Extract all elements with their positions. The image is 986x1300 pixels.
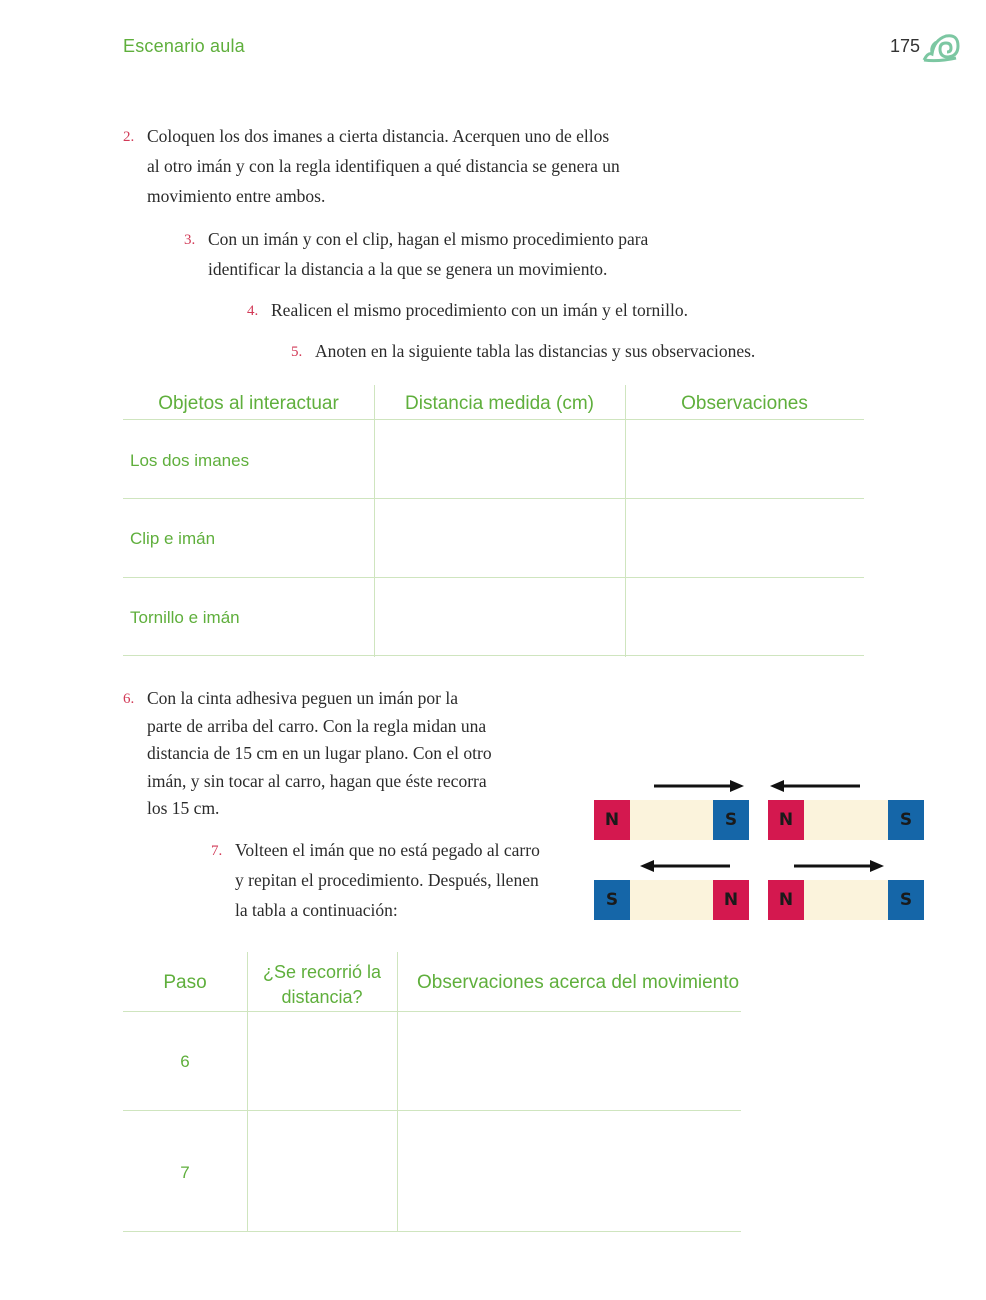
step-line: la tabla a continuación: bbox=[235, 900, 398, 920]
step-line: Con la cinta adhesiva peguen un imán por la bbox=[147, 688, 459, 708]
magnets-illustration bbox=[594, 776, 924, 922]
arrow-right-icon bbox=[792, 858, 886, 874]
page-number: 175 bbox=[890, 36, 921, 56]
step-line: Coloquen los dos imanes a cierta distancia. Acerquen uno de ellos bbox=[147, 126, 610, 146]
step-line: Anoten en la siguiente tabla las distancias y sus observaciones. bbox=[315, 341, 756, 361]
step-line: Volteen el imán que no está pegado al carro bbox=[235, 840, 540, 860]
step-line: Realicen el mismo procedimiento con un imán y el tornillo. bbox=[271, 300, 688, 320]
table-row-label: Los dos imanes bbox=[130, 451, 250, 470]
section-title: Escenario aula bbox=[123, 36, 245, 56]
column-header: Observaciones bbox=[681, 393, 808, 414]
step-line: movimiento entre ambos. bbox=[147, 186, 326, 206]
arrow-left-icon bbox=[638, 858, 732, 874]
step-line: identificar la distancia a la que se genera un movimiento. bbox=[208, 259, 608, 279]
step-number: 2. bbox=[123, 129, 135, 145]
south-pole: S bbox=[594, 880, 630, 920]
step-number: 3. bbox=[184, 232, 196, 248]
step-number: 5. bbox=[291, 344, 303, 360]
snail-icon bbox=[922, 30, 960, 64]
table-row-label: 7 bbox=[180, 1163, 190, 1182]
north-pole: N bbox=[768, 880, 804, 920]
north-pole: N bbox=[768, 800, 804, 840]
step-number: 7. bbox=[211, 843, 223, 859]
step-number: 6. bbox=[123, 691, 135, 707]
arrow-right-icon bbox=[652, 778, 746, 794]
movement-table bbox=[123, 952, 741, 1232]
north-pole: N bbox=[713, 880, 749, 920]
step-number: 4. bbox=[247, 303, 259, 319]
step-line: distancia de 15 cm en un lugar plano. Con el otro bbox=[147, 743, 492, 763]
step-line: al otro imán y con la regla identifiquen a qué distancia se genera un bbox=[147, 156, 620, 176]
step-line: parte de arriba del carro. Con la regla midan una bbox=[147, 715, 487, 736]
table-row-label: Clip e imán bbox=[130, 529, 216, 548]
step-line: y repitan el procedimiento. Después, llenen bbox=[235, 870, 539, 890]
table-row-label: 6 bbox=[180, 1052, 190, 1071]
south-pole: S bbox=[713, 800, 749, 840]
column-header: ¿Se recorrió la distancia? bbox=[262, 962, 382, 1007]
step-line: los 15 cm. bbox=[147, 798, 220, 818]
south-pole: S bbox=[888, 880, 924, 920]
north-pole: N bbox=[594, 800, 630, 840]
south-pole: S bbox=[888, 800, 924, 840]
arrow-left-icon bbox=[768, 778, 862, 794]
column-header: Distancia medida (cm) bbox=[405, 393, 594, 414]
distances-table bbox=[123, 385, 864, 657]
table-row-label: Tornillo e imán bbox=[130, 608, 240, 627]
column-header: Paso bbox=[163, 972, 207, 993]
column-header: Objetos al interactuar bbox=[158, 393, 339, 414]
column-header: Observaciones acerca del movimiento bbox=[417, 972, 740, 993]
step-line: imán, y sin tocar al carro, hagan que éste recorra bbox=[147, 770, 487, 791]
step-line: Con un imán y con el clip, hagan el mismo procedimiento para bbox=[208, 229, 649, 249]
